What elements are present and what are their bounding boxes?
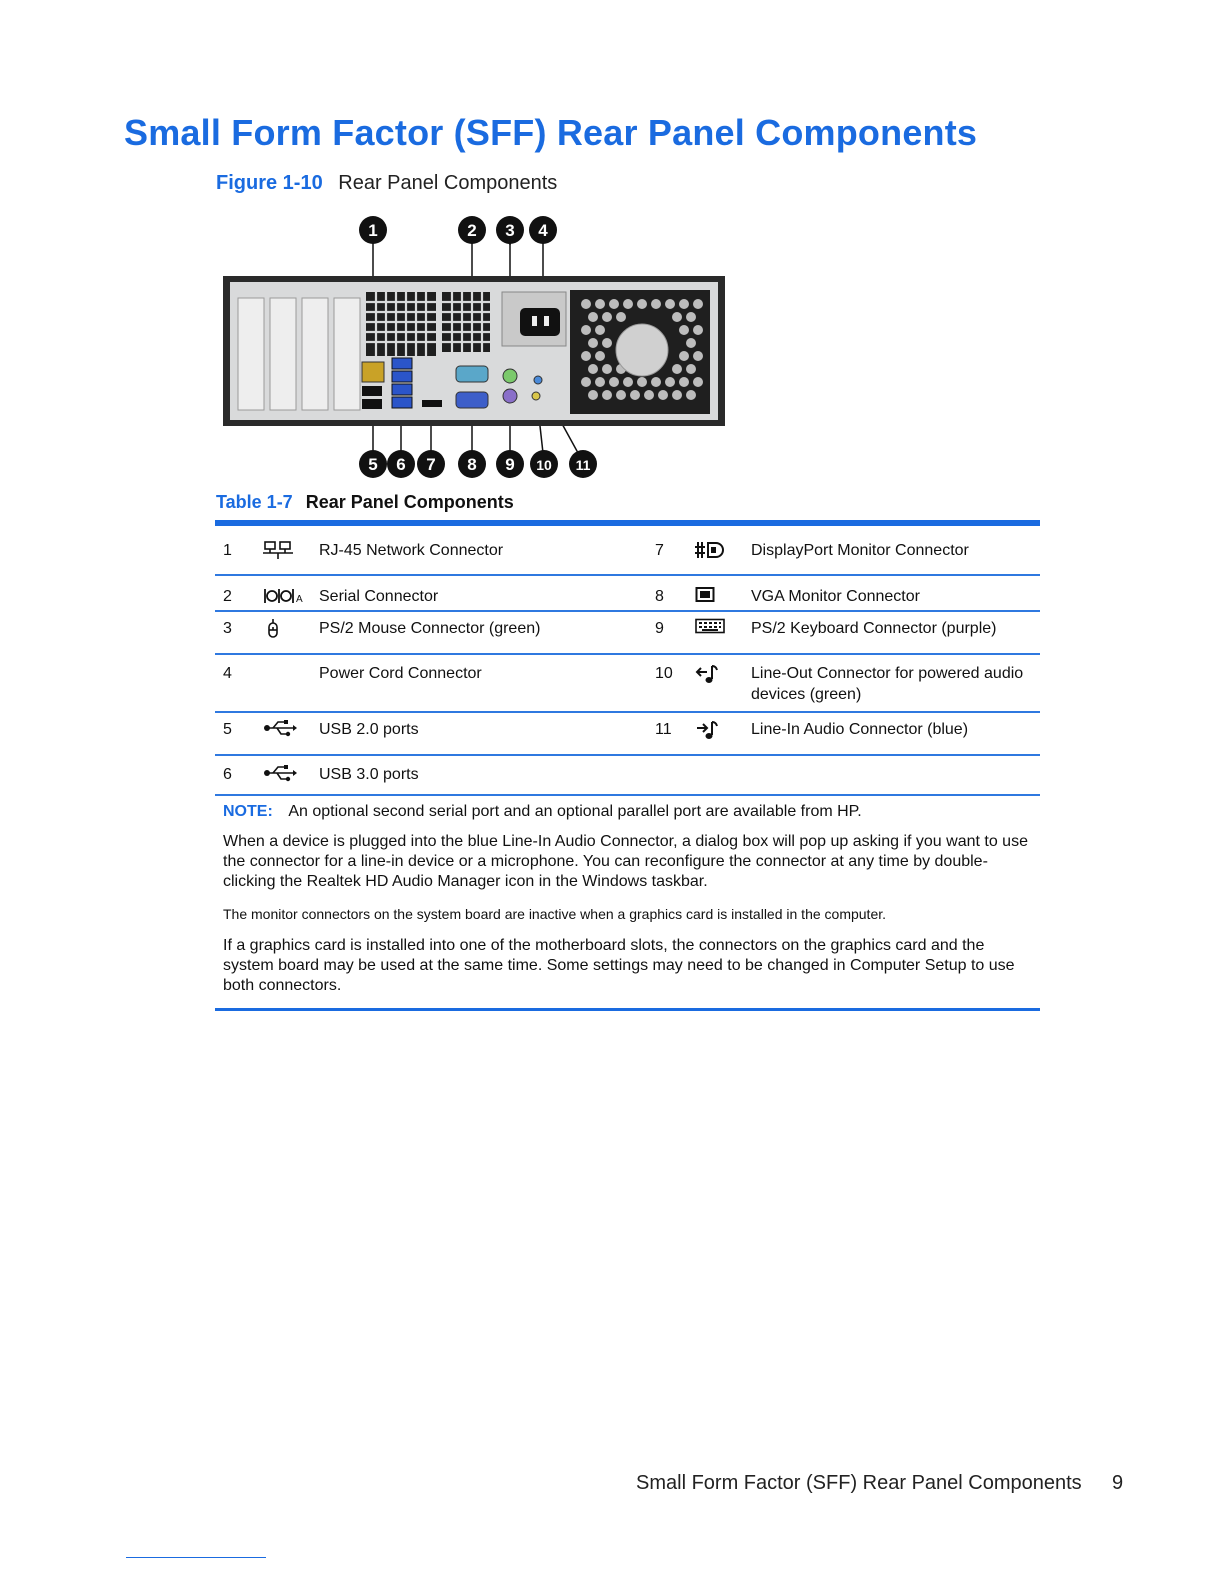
table-row <box>215 655 1040 713</box>
component-label: RJ-45 Network Connector <box>319 542 504 559</box>
table-caption <box>216 492 514 513</box>
table-caption-text: Rear Panel Components <box>305 492 514 512</box>
rj45-port <box>362 362 384 382</box>
component-label: Power Cord Connector <box>319 665 482 682</box>
note <box>223 802 1032 822</box>
paragraph-line-in: When a device is plugged into the blue Line-In Audio Connector, a dialog box will pop up asking if you want to use the connector for a line-in device or a microphone. You can reconfigure the connector at any time by double-clicking the Realtek HD Audio Manager icon in the Windows taskbar. <box>223 833 1028 890</box>
components-table <box>215 520 1040 1011</box>
table-row <box>215 612 1040 655</box>
row-number: 7 <box>655 542 664 559</box>
serial-icon-suffix: A <box>296 594 303 605</box>
displayport-port <box>422 400 442 407</box>
line-out-port <box>532 392 540 400</box>
table-row <box>215 713 1040 756</box>
table-label: Table 1-7 <box>216 492 293 512</box>
fan-hub <box>616 324 668 376</box>
row-number: 8 <box>655 588 664 605</box>
row-number: 11 <box>655 721 672 738</box>
callout-2-label: 2 <box>467 221 477 240</box>
callout-9-label: 9 <box>505 455 515 474</box>
page-title: Small Form Factor (SFF) Rear Panel Components <box>124 112 978 153</box>
network-icon <box>263 526 319 574</box>
component-label: DisplayPort Monitor Connector <box>751 542 969 559</box>
note-label: NOTE: <box>223 803 273 820</box>
rear-panel-figure <box>216 210 736 485</box>
figure-label: Figure 1-10 <box>216 172 323 194</box>
table-row <box>215 526 1040 576</box>
callout-3-label: 3 <box>505 221 515 240</box>
keyboard-icon <box>695 612 751 653</box>
paragraph-graphics-card: If a graphics card is installed into one of the motherboard slots, the connectors on the graphics card and the system board may be used at the same time. Some settings may need to be changed in Computer Setup to use both connectors. <box>223 937 1015 994</box>
serial-icon <box>263 576 319 610</box>
usb-icon <box>263 756 319 794</box>
row-number: 1 <box>223 542 232 559</box>
row-number: 3 <box>223 620 232 637</box>
row-number: 5 <box>223 721 232 738</box>
vga-port <box>456 392 488 408</box>
component-label: USB 3.0 ports <box>319 766 419 783</box>
table-row <box>215 756 1040 796</box>
paragraph-monitor-connectors: The monitor connectors on the system board are inactive when a graphics card is installed in the computer. <box>223 906 887 922</box>
rear-panel-illustration <box>216 210 736 485</box>
mouse-icon <box>263 612 319 653</box>
row-number: 4 <box>223 665 232 682</box>
line-in-icon <box>695 713 751 754</box>
component-label: PS/2 Mouse Connector (green) <box>319 620 541 637</box>
component-label: Serial Connector <box>319 588 439 605</box>
table-row <box>215 576 1040 612</box>
callout-8-label: 8 <box>467 455 477 474</box>
callout-6-label: 6 <box>396 455 406 474</box>
callouts-bottom <box>359 450 597 478</box>
component-label: USB 2.0 ports <box>319 721 419 738</box>
callout-11-label: 11 <box>575 457 591 473</box>
power-inlet <box>520 308 560 336</box>
component-label: Line-Out Connector for powered audio devices (green) <box>751 665 1024 703</box>
footer-section-title: Small Form Factor (SFF) Rear Panel Components <box>636 1472 1082 1494</box>
row-number: 6 <box>223 766 232 783</box>
notes-section <box>215 796 1040 996</box>
ps2-mouse-port <box>503 369 517 383</box>
callout-10-label: 10 <box>536 457 552 473</box>
component-label: Line-In Audio Connector (blue) <box>751 721 969 738</box>
footnote-rule <box>126 1557 266 1558</box>
row-number: 9 <box>655 620 664 637</box>
figure-caption <box>216 172 557 195</box>
callout-5-label: 5 <box>368 455 378 474</box>
line-out-icon <box>695 655 751 711</box>
callout-7-label: 7 <box>426 455 436 474</box>
component-label: PS/2 Keyboard Connector (purple) <box>751 620 997 637</box>
table-bottom-rule <box>215 1008 1040 1011</box>
serial-port <box>456 366 488 382</box>
component-label: VGA Monitor Connector <box>751 588 920 605</box>
row-number: 2 <box>223 588 232 605</box>
line-in-port <box>534 376 542 384</box>
callout-1-label: 1 <box>368 221 378 240</box>
callout-4-label: 4 <box>538 221 548 240</box>
usb-icon <box>263 713 319 754</box>
figure-caption-text: Rear Panel Components <box>338 172 558 194</box>
note-text: An optional second serial port and an optional parallel port are available from HP. <box>288 803 862 820</box>
ps2-keyboard-port <box>503 389 517 403</box>
displayport-icon <box>695 526 751 574</box>
page-number: 9 <box>1112 1472 1124 1494</box>
row-number: 10 <box>655 665 673 682</box>
usb2-port-b <box>362 399 382 409</box>
usb2-port-a <box>362 386 382 396</box>
callouts-top <box>359 216 557 244</box>
vga-icon <box>695 576 751 610</box>
